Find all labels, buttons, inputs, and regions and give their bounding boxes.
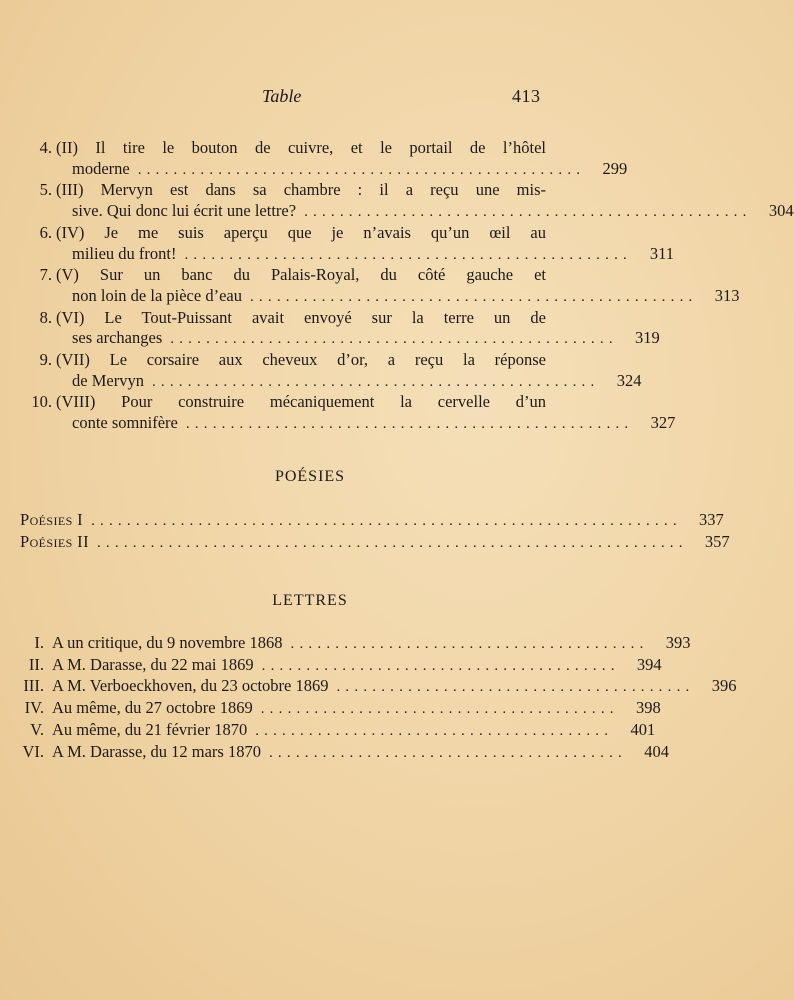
entry-text-line2: de Mervyn bbox=[72, 370, 144, 390]
entry-text-line1: (V) Sur un banc du Palais-Royal, du côté gauche et bbox=[56, 265, 546, 285]
entry-text-line2: conte somnifère bbox=[72, 413, 178, 433]
entry-text-line1: (VI) Le Tout-Puissant avait envoyé sur la terre un de bbox=[56, 307, 546, 327]
entry-page: 337 bbox=[699, 510, 724, 529]
toc-entry bbox=[14, 654, 662, 677]
poesies-heading: POÉSIES bbox=[274, 468, 346, 485]
entry-text-line2: moderne bbox=[72, 158, 130, 178]
entry-page: 404 bbox=[644, 741, 669, 761]
entry-number: V. bbox=[30, 719, 44, 739]
entry-page: 299 bbox=[602, 158, 628, 178]
entry-text-line1: (VII) Le corsaire aux cheveux d’or, a reçu la réponse bbox=[56, 350, 546, 370]
entry-label: A M. Verboeckhoven, du 23 octobre 1869 bbox=[52, 676, 329, 696]
toc-entry bbox=[22, 350, 642, 392]
dot-leader: .................................................. bbox=[137, 161, 586, 178]
toc-entry bbox=[20, 510, 724, 532]
toc-entry bbox=[14, 741, 669, 764]
entry-label: Poésies II bbox=[20, 531, 89, 551]
toc-entry bbox=[22, 392, 676, 434]
chapter-list bbox=[22, 138, 794, 435]
toc-entry bbox=[22, 180, 794, 222]
entry-page: 324 bbox=[616, 370, 642, 390]
dot-leader: ........................................ bbox=[260, 701, 619, 718]
toc-entry bbox=[22, 222, 674, 265]
entry-label: A un critique, du 9 novembre 1868 bbox=[52, 633, 283, 652]
lettres-heading: LETTRES bbox=[272, 592, 348, 609]
entry-text-line2: milieu du front! bbox=[72, 243, 177, 263]
entry-number: 10. bbox=[31, 392, 52, 412]
entry-number: I. bbox=[34, 633, 44, 652]
running-header bbox=[0, 86, 620, 110]
dot-leader: .................................................. bbox=[151, 373, 600, 390]
entry-number: 4. bbox=[39, 138, 52, 157]
entry-page: 393 bbox=[665, 633, 691, 652]
dot-leader: .................................................. bbox=[185, 416, 634, 433]
dot-leader: .................................................. bbox=[184, 246, 632, 263]
dot-leader: .................................................. bbox=[304, 204, 752, 221]
entry-text-line2: sive. Qui donc lui écrit une lettre? bbox=[72, 201, 297, 221]
entry-label: Au même, du 21 février 1870 bbox=[52, 719, 248, 739]
entry-number: IV. bbox=[24, 698, 44, 718]
entry-page: 327 bbox=[650, 413, 676, 433]
entry-label: A M. Darasse, du 12 mars 1870 bbox=[52, 741, 261, 761]
entry-page: 394 bbox=[636, 654, 662, 674]
entry-number: 9. bbox=[39, 350, 52, 370]
entry-page: 401 bbox=[630, 719, 656, 739]
entry-page: 319 bbox=[635, 328, 660, 348]
toc-entry bbox=[14, 719, 656, 742]
entry-text-line2: ses archanges bbox=[72, 328, 163, 348]
entry-page: 311 bbox=[649, 243, 674, 263]
dot-leader: ........................................ bbox=[255, 722, 614, 739]
entry-number: 7. bbox=[39, 265, 52, 285]
entry-text-line2: non loin de la pièce d’eau bbox=[72, 285, 242, 305]
dot-leader: ........................................ bbox=[261, 657, 620, 674]
entry-label: A M. Darasse, du 22 mai 1869 bbox=[52, 654, 254, 674]
toc-entry bbox=[14, 698, 661, 720]
dot-leader: .................................................. bbox=[170, 331, 618, 348]
entry-page: 357 bbox=[704, 531, 730, 551]
toc-entry bbox=[22, 307, 660, 350]
entry-page: 313 bbox=[714, 285, 740, 305]
entry-text-line1: (IV) Je me suis aperçu que je n’avais qu’un œil au bbox=[56, 222, 546, 242]
entry-text-line1: (II) Il tire le bouton de cuivre, et le portail de l’hôtel bbox=[56, 138, 546, 157]
dot-leader: .................................................. bbox=[249, 288, 698, 305]
dot-leader: ........................................ bbox=[268, 744, 627, 761]
entry-page: 304 bbox=[768, 201, 794, 221]
entry-text-line1: (VIII) Pour construire mécaniquement la cervelle d’un bbox=[56, 392, 546, 412]
poesies-list bbox=[20, 510, 730, 553]
entry-number: II. bbox=[28, 654, 44, 674]
toc-entry bbox=[14, 633, 691, 655]
entry-number: 5. bbox=[39, 180, 52, 200]
dot-leader: .................................................................. bbox=[91, 513, 682, 529]
dot-leader: ........................................ bbox=[290, 636, 649, 652]
toc-entry bbox=[14, 676, 737, 698]
entry-number: 6. bbox=[39, 222, 52, 242]
toc-entry bbox=[20, 531, 730, 554]
dot-leader: ........................................ bbox=[336, 679, 695, 696]
entry-text-line1: (III) Mervyn est dans sa chambre : il a reçu une mis- bbox=[56, 180, 546, 200]
entry-label: Poésies I bbox=[20, 510, 84, 529]
dot-leader: .................................................................. bbox=[96, 534, 688, 551]
entry-number: VI. bbox=[22, 741, 44, 761]
entry-label: Au même, du 27 octobre 1869 bbox=[52, 698, 253, 718]
running-title: Table bbox=[262, 86, 302, 106]
toc-entry bbox=[22, 265, 740, 307]
entry-page: 396 bbox=[711, 676, 737, 696]
entry-page: 398 bbox=[635, 698, 661, 718]
page-number: 413 bbox=[512, 86, 541, 106]
toc-entry bbox=[22, 138, 628, 180]
entry-number: 8. bbox=[39, 307, 52, 327]
lettres-list bbox=[14, 633, 737, 763]
entry-number: III. bbox=[23, 676, 44, 696]
